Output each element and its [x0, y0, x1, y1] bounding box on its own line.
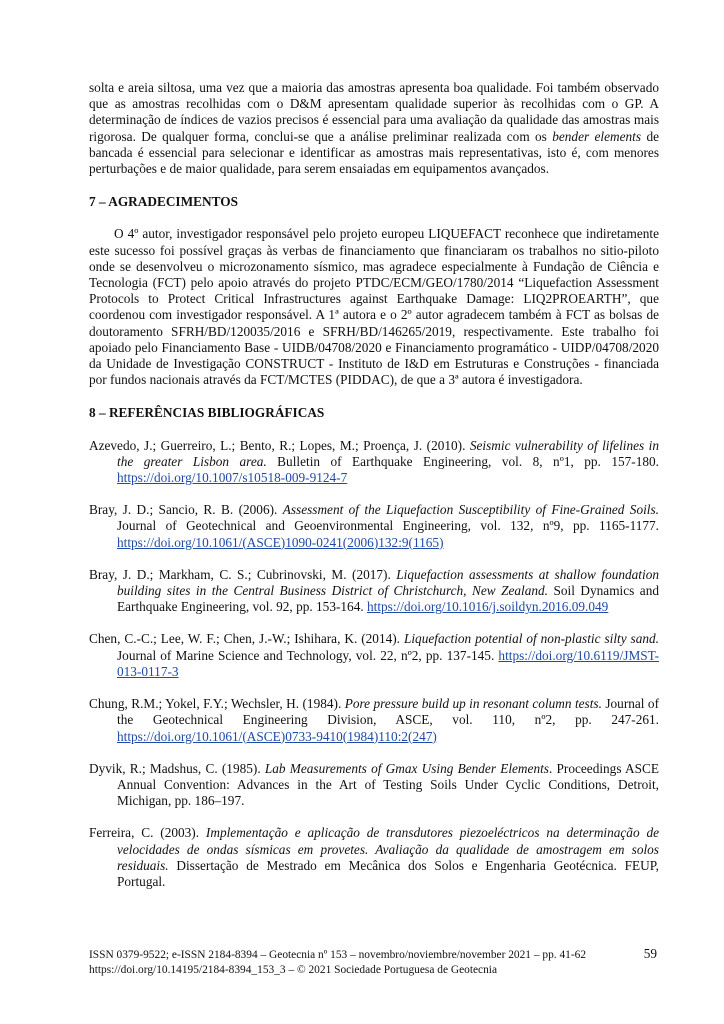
- section-7-heading: 7 – AGRADECIMENTOS: [89, 194, 238, 210]
- reference-entry: [89, 631, 659, 680]
- italic-text: Liquefaction potential of non-plastic silty sand.: [403, 631, 660, 647]
- doi-link[interactable]: https://doi.org/10.1061/(ASCE)0733-9410(1984)110:2(247): [117, 728, 437, 744]
- reference-entry: [89, 825, 659, 890]
- text-run: Azevedo, J.; Guerreiro, L.; Bento, R.; Lopes, M.; Proença, J. (2010).: [89, 437, 470, 453]
- doi-link[interactable]: https://doi.org/10.6119/JMST-013-0117-3: [117, 647, 659, 679]
- acknowledgements-paragraph: O 4º autor, investigador responsável pelo projeto europeu LIQUEFACT reconhece que indiretamente este sucesso foi possível graças às verbas de financiamento que financiaram os trabalhos no sitio-piloto onde se desenvolveu o microzonamento sísmico, mas agradece especialmente à Fundação de Ciência e Tecnologia (FCT) pelo apoio através do projeto PTDC/ECM/GEO/1780/2014 “Liquefaction Assessment Protocols to Protect Critical Infrastructures against Earthquake Damage: LIQ2PROEARTH”, que coordenou com investigador responsável. A 1ª autora e o 2º autor agradecem também à FCT as bolsas de doutoramento SFRH/BD/120035/2016 e SFRH/BD/146265/2019, respectivamente. Este trabalho foi apoiado pelo Financiamento Base - UIDB/04708/2020 e Financiamento programático - UIDP/04708/2020 da Unidade de Investigação CONSTRUCT - Instituto de I&D em Estruturas e Construções - financiada por fundos nacionais através da FCT/MCTES (PIDDAC), de que a 3ª autora é investigadora.: [89, 226, 659, 388]
- text-run: Journal of the Geotechnical Engineering Division, ASCE, vol. 110, nº2, pp. 247-261.: [117, 696, 659, 728]
- italic-text: Lab Measurements of Gmax Using Bender Elements: [264, 760, 549, 776]
- italic-text: Pore pressure build up in resonant column tests.: [344, 696, 602, 712]
- italic-text: Assessment of the Liquefaction Susceptibility of Fine-Grained Soils.: [282, 502, 659, 518]
- text-run: Soil Dynamics and Earthquake Engineering, vol. 92, pp. 153-164.: [117, 583, 659, 615]
- text-run: de bancada é essencial para selecionar e identificar as amostras mais representativas, isto é, com menores perturbações e de maior qualidade, para serem ensaiadas em equipamentos avançados.: [89, 128, 659, 177]
- reference-list: [89, 438, 659, 890]
- intro-paragraph: [89, 80, 659, 177]
- text-run: Bulletin of Earthquake Engineering, vol. 8, nº1, pp. 157-180.: [266, 453, 659, 469]
- doi-link[interactable]: https://doi.org/10.1016/j.soildyn.2016.09.049: [367, 599, 609, 615]
- text-run: Chen, C.-C.; Lee, W. F.; Chen, J.-W.; Ishihara, K. (2014).: [89, 631, 404, 647]
- section-8-heading: 8 – REFERÊNCIAS BIBLIOGRÁFICAS: [89, 405, 325, 421]
- text-run: Bray, J. D.; Markham, C. S.; Cubrinovski, M. (2017).: [89, 566, 397, 582]
- text-run: Journal of Geotechnical and Geoenvironmental Engineering, vol. 132, nº9, pp. 1165-1177.: [117, 518, 659, 534]
- text-run: Chung, R.M.; Yokel, F.Y.; Wechsler, H. (1984).: [89, 696, 345, 712]
- reference-entry: [89, 696, 659, 745]
- text-run: Bray, J. D.; Sancio, R. B. (2006).: [89, 502, 283, 518]
- reference-entry: [89, 567, 659, 616]
- text-run: Dissertação de Mestrado em Mecânica dos Solos e Engenharia Geotécnica. FEUP, Portugal.: [117, 857, 659, 889]
- page-number: 59: [643, 946, 657, 961]
- text-run: Ferreira, C. (2003).: [89, 825, 206, 841]
- footer-issn-line: ISSN 0379-9522; e-ISSN 2184-8394 – Geotecnia nº 153 – novembro/noviembre/november 2021 – pp. 41-62: [89, 949, 587, 961]
- italic-text: Seismic vulnerability of lifelines in the greater Lisbon area.: [117, 437, 659, 469]
- page-body: [89, 80, 659, 890]
- reference-entry: [89, 761, 659, 810]
- italic-text: Liquefaction assessments at shallow foundation building sites in the Central Business District of Christchurch, New Zealand.: [117, 566, 659, 599]
- doi-link[interactable]: https://doi.org/10.1061/(ASCE)1090-0241(2006)132:9(1165): [117, 534, 444, 550]
- text-run: Dyvik, R.; Madshus, C. (1985).: [89, 760, 265, 776]
- reference-entry: [89, 438, 659, 487]
- italic-text: Implementação e aplicação de transdutores piezoeléctricos na determinação de velocidades de ondas sísmicas em provetes. Avaliação da qualidade de amostragem em solos residuais.: [117, 825, 660, 873]
- footer-doi-line: https://doi.org/10.14195/2184-8394_153_3 – © 2021 Sociedade Portuguesa de Geotecnia: [89, 963, 498, 976]
- text-run: Journal of Marine Science and Technology, vol. 22, nº2, pp. 137-145.: [117, 647, 499, 663]
- italic-text: bender elements: [552, 128, 642, 144]
- doi-link[interactable]: https://doi.org/10.1007/s10518-009-9124-7: [117, 470, 348, 486]
- text-run: . Proceedings ASCE Annual Convention: Advances in the Art of Testing Soils Under Cyclic Conditions, Detroit, Michigan, pp. 186–197.: [117, 760, 659, 809]
- reference-entry: [89, 502, 659, 551]
- page-footer: [89, 947, 659, 977]
- text-run: solta e areia siltosa, uma vez que a maioria das amostras apresenta boa qualidade. Foi também observado que as amostras recolhidas com o D&M apresentam qualidade superior às recolhidas com o GP. A determinação de índices de vazios precisos é essencial para uma avaliação da qualidade das amostras mais rigorosa. De qualquer forma, conclui-se que a análise preliminar realizada com os: [89, 80, 659, 144]
